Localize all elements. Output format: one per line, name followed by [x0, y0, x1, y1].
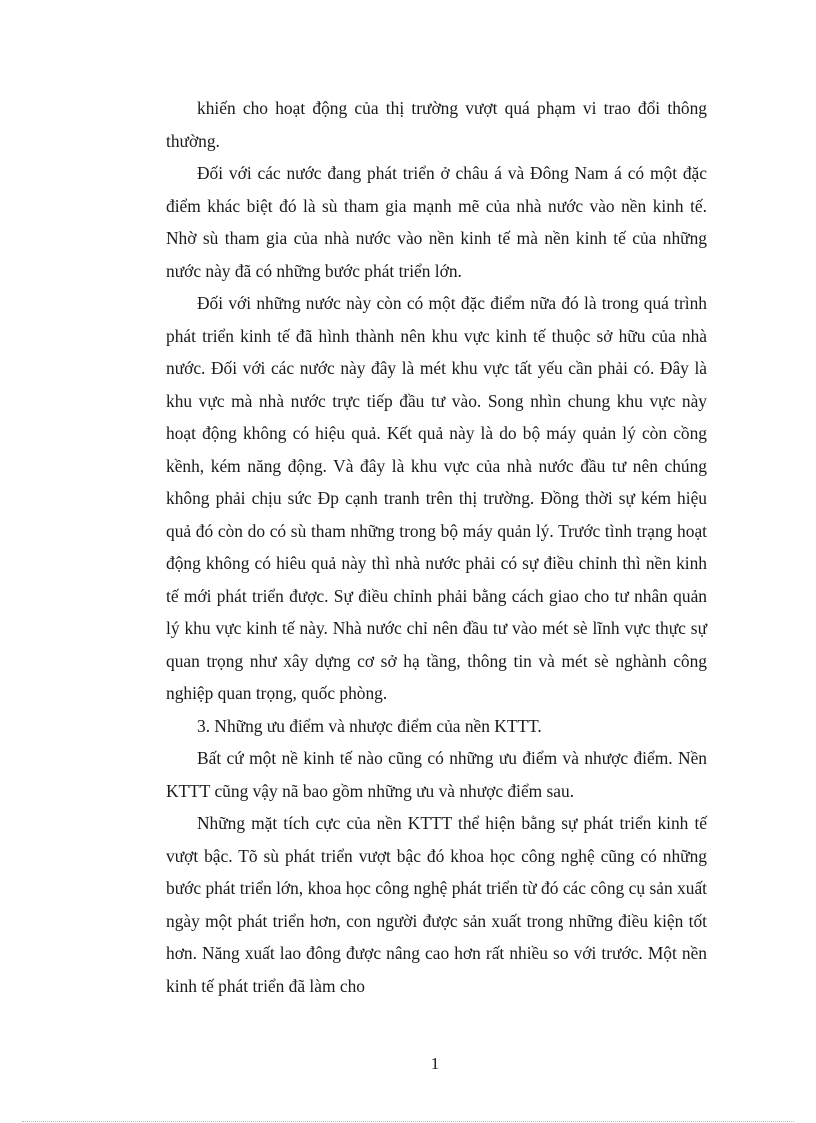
section-heading: 3. Những ưu điểm và nhược điểm của nền KTTT. — [197, 715, 542, 736]
paragraph-state-sector: Đối với những nước này còn có một đặc điểm nữa đó là trong quá trình phát triển kinh tế đã hình thành nên khu vực kinh tế thuộc sở hữu của nhà nước. Đối với các nước này đây là mét khu vực tất yếu cần phải có. Đây là khu vực mà nhà nước trực tiếp đầu tư vào. Song nhìn chung khu vực này hoạt động không có hiệu quả. Kết quả này là do bộ máy quản lý còn cồng kềnh, kém năng động. Và đây là khu vực của nhà nước đầu tư nên chúng không phải chịu sức Ðp cạnh tranh trên thị trường. Đồng thời sự kém hiệu quả đó còn do có sù tham những trong bộ máy quản lý. Trước tình trạng hoạt động không có hiêu quả này thì nhà nước phải có sự điều chỉnh thì nền kinh tế mới phát triển được. Sự điều chỉnh phải bằng cách giao cho tư nhân quản lý khu vực kinh tế này. Nhà nước chỉ nên đầu tư vào mét sè lĩnh vực thực sự quan trọng như xây dựng cơ sở hạ tầng, thông tin và mét sè nghành công nghiệp quan trọng, quốc phòng. — [166, 293, 707, 703]
footer-divider — [22, 1121, 794, 1122]
paragraph-positive-aspects: Những mặt tích cực của nền KTTT thể hiện bằng sự phát triển kinh tế vượt bậc. Tõ sù phát triển vượt bậc đó khoa học công nghệ cũng có những bước phát triển lớn, khoa học công nghệ phát triển từ đó các công cụ sản xuất ngày một phát triển hơn, con người được sản xuất trong những điều kiện tốt hơn. Năng xuất lao đông được nâng cao hơn rất nhiều so với trước. Một nền kinh tế phát triển đã làm cho — [166, 813, 707, 996]
document-body — [166, 92, 707, 1002]
paragraph-continuation: khiến cho hoạt động của thị trường vượt quá phạm vi trao đổi thông thường. — [166, 98, 707, 151]
paragraph-pros-cons-intro: Bất cứ một nề kinh tế nào cũng có những ưu điểm và nhược điểm. Nền KTTT cũng vậy nã bao gồm những ưu và nhược điểm sau. — [166, 748, 707, 801]
page-number: 1 — [430, 1054, 440, 1073]
paragraph-developing-countries: Đối với các nước đang phát triển ở châu á và Đông Nam á có một đặc điểm khác biệt đó là sù tham gia mạnh mẽ của nhà nước vào nền kinh tế. Nhờ sù tham gia của nhà nước vào nền kinh tế mà nền kinh tế của những nước này đã có những bước phát triển lớn. — [166, 163, 707, 281]
